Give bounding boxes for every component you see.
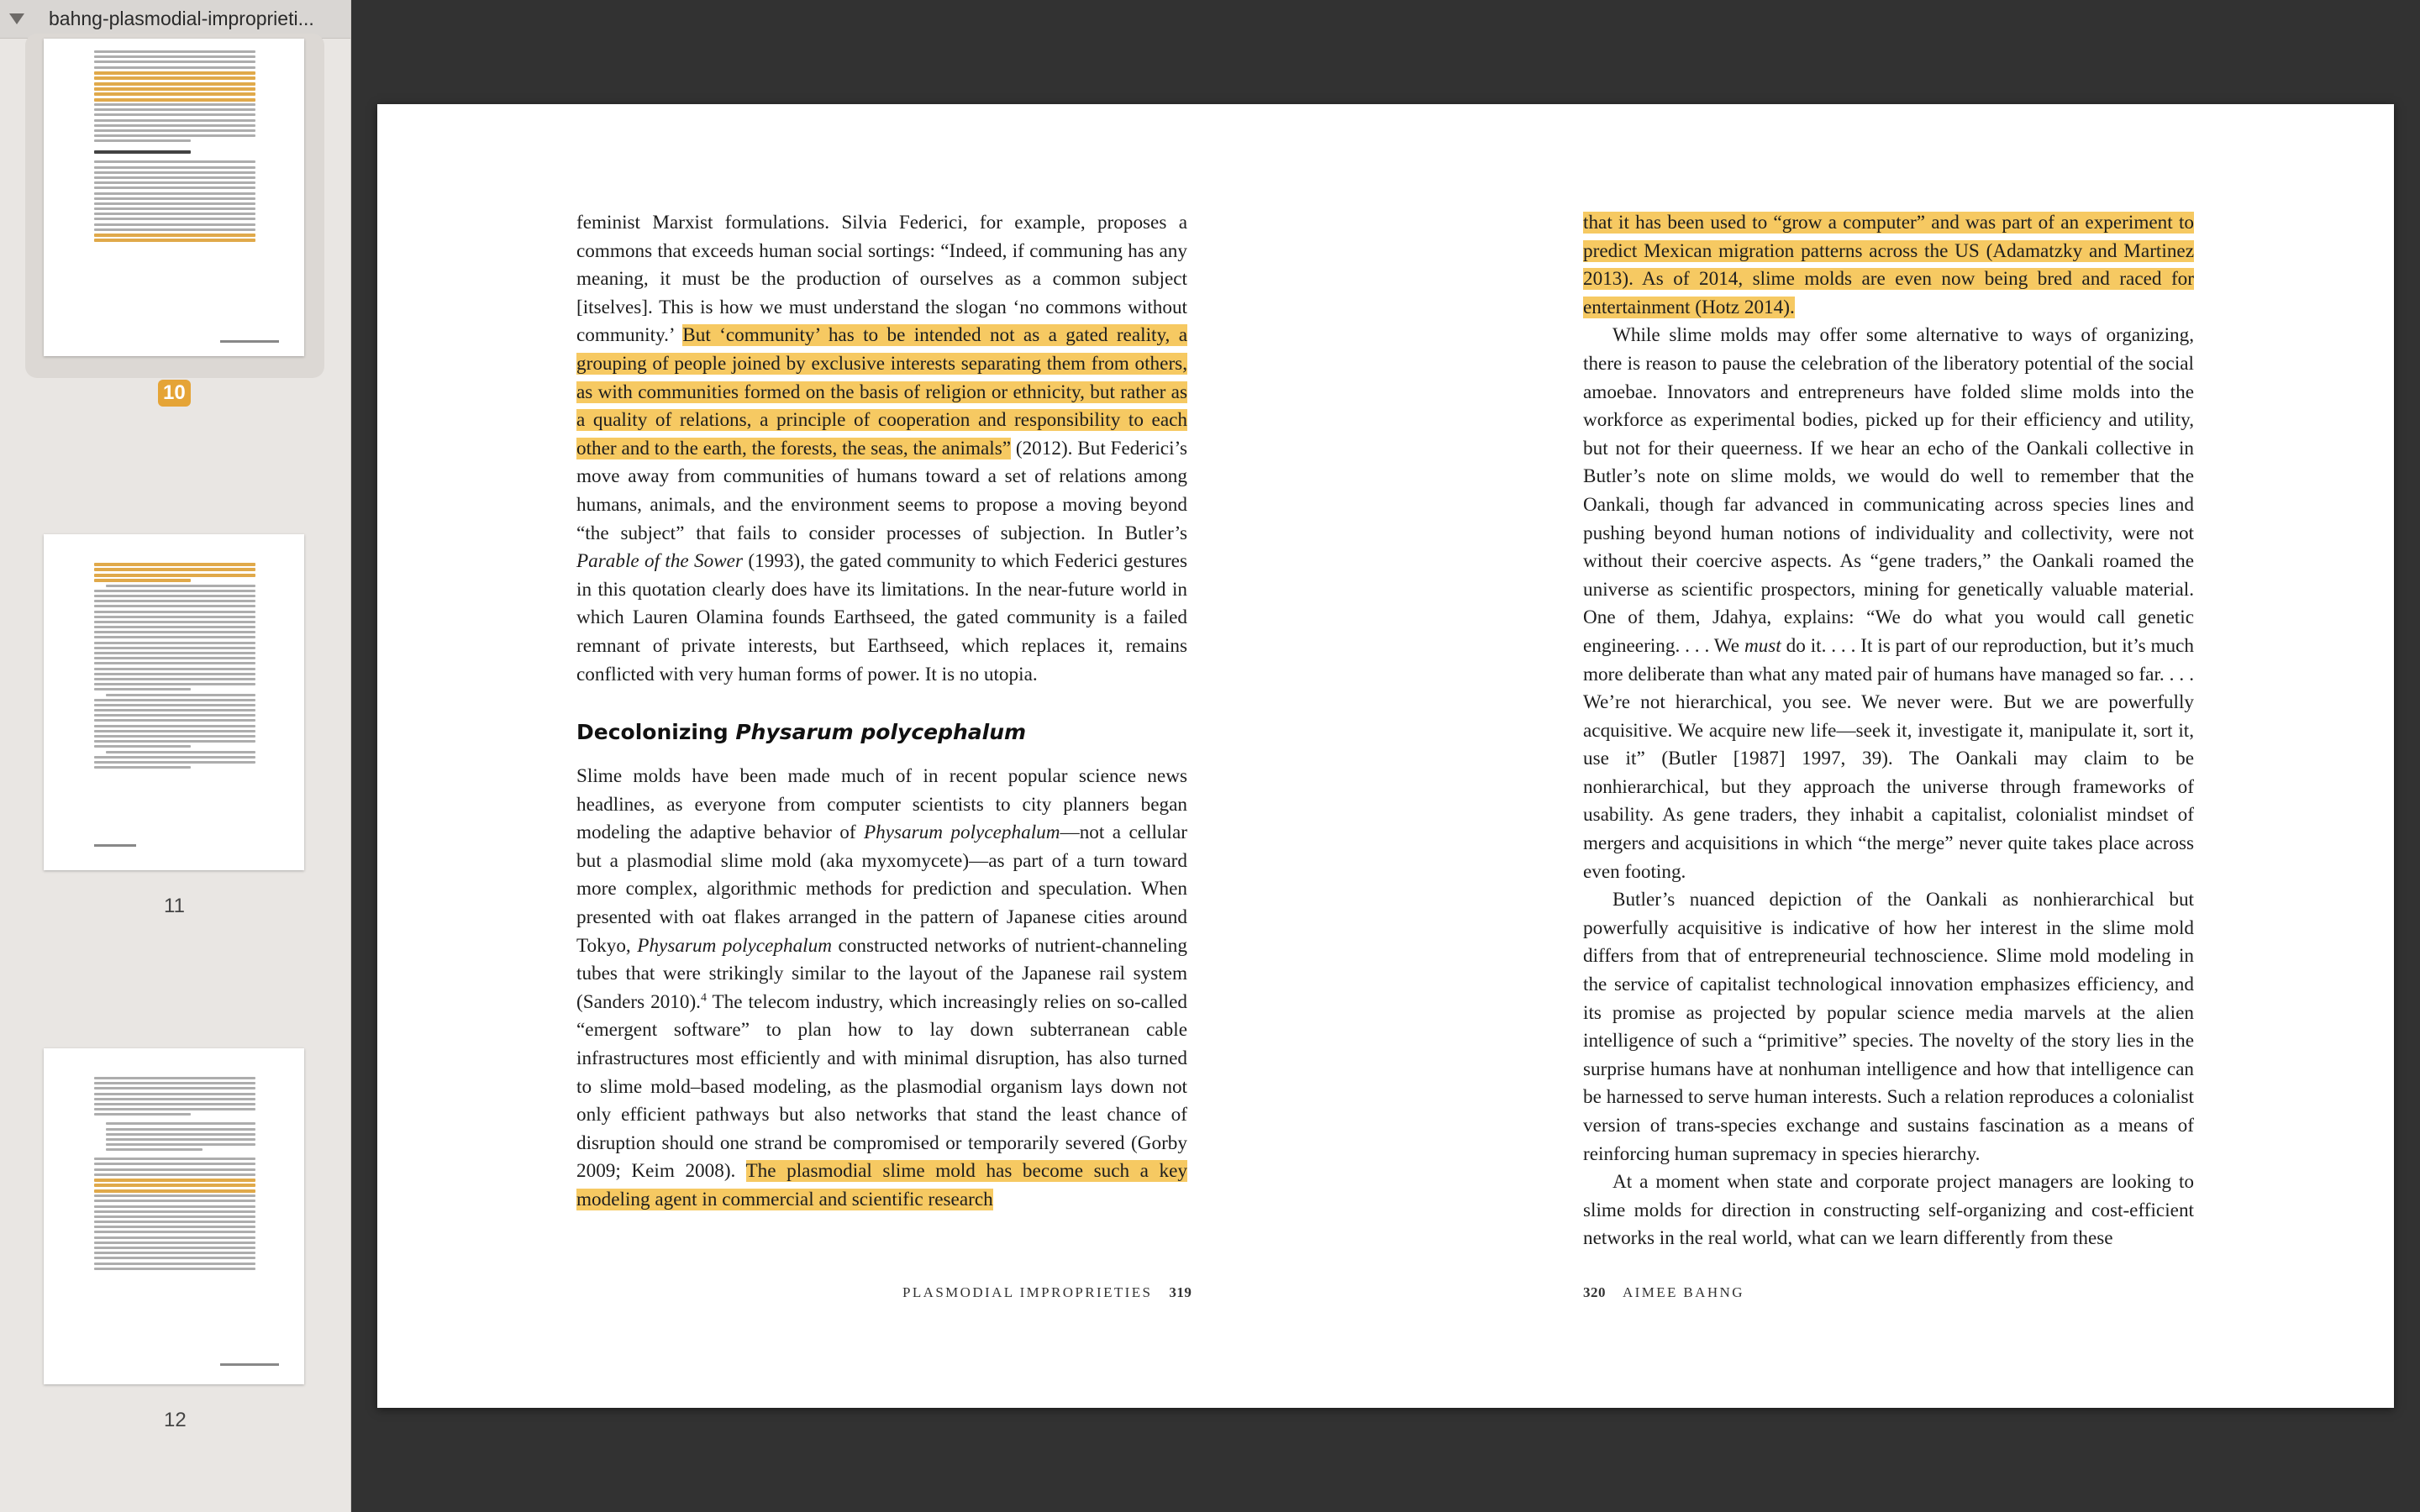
- thumbnail-sidebar[interactable]: [0, 0, 351, 1512]
- page-spread[interactable]: [377, 104, 2394, 1408]
- footnote-marker[interactable]: 4: [700, 991, 707, 1005]
- thumbnail-footer: [220, 340, 279, 343]
- thumbnail-text-preview: [94, 563, 255, 771]
- page-thumbnail-10[interactable]: [44, 39, 304, 356]
- left-paragraph-2: Slime molds have been made much of in recent popular science news headlines, as everyone from computer scientists to city planners began modeling the adaptive behavior of Physarum polycephalum—not a cellular but a plasmodial slime mold (aka myxomycete)—as part of a turn toward more complex, algorithmic methods for prediction and speculation. When presented with oat flakes arranged in the pattern of Japanese cities around Tokyo, Physarum polycephalum constructed networks of nutrient-channeling tubes that were strikingly similar to the layout of the Japanese rail system (Sanders 2010).$^4$ The telecom industry, which increasingly relies on so-called “emergent software” to plan how to lay down subterranean cable infrastructures most efficiently and with minimal disruption, has also turned to slime mold–based modeling, as the plasmodial organism lays down not only efficient pathways but also networks that stand the least chance of disruption should one strand be compromised or temporarily severed (Gorby 2009; Keim 2008). The plasmodial slime mold has become such a key modeling agent in commercial and scientific research: [576, 765, 1187, 1210]
- disclosure-triangle-icon[interactable]: [0, 0, 34, 39]
- text-highlight[interactable]: The plasmodial slime mold has become such a key modeling agent in commercial and scientific research: [576, 1160, 1187, 1210]
- thumbnail-footer: [94, 844, 136, 847]
- right-paragraph-3: Butler’s nuanced depiction of the Oankali as nonhierarchical but powerfully acquisitive is indicative of how her interest in the slime mold differs from that of entrepreneurial technoscience. Slime mold modeling in the service of capitalist technological innovation emphasizes efficiency, and its promise as projected by popular science media marvels at the alien intelligence of such a “primitive” species. The novelty of the story lies in the surprise humans have at nonhuman intelligence and how that intelligence can be harnessed to serve human interests. Such a relation reproduces a colonialist version of trans-species exchange and sustains fascination as a means of reinforcing human supremacy in species hierarchy.: [1583, 889, 2194, 1165]
- page-thumbnail-12[interactable]: [44, 1048, 304, 1384]
- page-number-320: 320: [1583, 1284, 1606, 1300]
- section-heading: Decolonizing Physarum polycephalum: [576, 720, 1027, 745]
- running-footer-left: PLASMODIAL IMPROPRIETIES 319: [902, 1284, 1192, 1300]
- running-footer-right: 320 AIMEE BAHNG: [1583, 1284, 1744, 1300]
- left-paragraph-1: feminist Marxist formulations. Silvia Federici, for example, proposes a commons that exceeds human social sortings: “Indeed, if communing has any meaning, it must be the production of ourselves as a common subject [itselves]. This is how we must understand the slogan ‘no commons without community.’ But ‘community’ has to be intended not as a gated reality, a grouping of people joined by exclusive interests separating them from others, as with communities formed on the basis of religion or ethnicity, but rather as a quality of relations, a principle of cooperation and responsibility to each other and to the earth, the forests, the seas, the animals” (2012). But Federici’s move away from communities of humans toward a set of relations among humans, animals, and the environment seems to propose a moving beyond “the subject” that fails to consider processes of subjection. In Butler’s Parable of the Sower (1993), the gated community to which Federici gestures in this quotation clearly does have its limitations. In the near-future world in which Lauren Olamina founds Earthseed, the gated community is a failed remnant of private interests, but Earthseed, which replaces it, remains conflicted with very human forms of power. It is no utopia.: [576, 212, 1187, 685]
- right-paragraph-2: While slime molds may offer some alternative to ways of organizing, there is reason to pause the celebration of the liberatory potential of the social amoebae. Innovators and entrepreneurs have folded slime molds into the workforce as experimental bodies, picked up for their efficiency and utility, but not for their queerness. If we hear an echo of the Oankali collective in Butler’s note on slime molds, we would do well to remember that the Oankali, though far advanced in communicating across species lines and pushing beyond human notions of individuality and collectivity, were not without their coercive aspects. As “gene traders,” the Oankali roamed the universe as scientific prospectors, mining for genetically valuable material. One of them, Jdahya, explains: “We do what you would call genetic engineering. . . . We must do it. . . . It is part of our reproduction, but it’s much more deliberate than what any mated pair of humans have managed so far. . . . We’re not hierarchical, you see. We never were. But we are powerfully acquisitive. We acquire new life—seek it, investigate it, manipulate it, sort it, use it” (Butler [1987] 1997, 39). The Oankali may claim to be nonhierarchical, but they approach the universe through frameworks of usability. As gene traders, they inhabit a capitalist, colonialist mindset of mergers and acquisitions in which “the merge” never quite takes place across even footing.: [1583, 324, 2194, 883]
- right-paragraph-1: [1583, 209, 2194, 322]
- page-number-11: 11: [164, 895, 185, 917]
- page-number-319: 319: [1169, 1284, 1192, 1300]
- text-highlight[interactable]: But ‘community’ has to be intended not as a gated reality, a grouping of people joined by exclusive interests separating them from others, as with communities formed on the basis of religion or ethnicity, but rather as a quality of relations, a principle of cooperation and responsibility to each other and to the earth, the forests, the seas, the animals”: [576, 324, 1187, 459]
- page-thumbnail-11[interactable]: [44, 534, 304, 870]
- right-paragraph-4: At a moment when state and corporate project managers are looking to slime molds for direction in constructing self-organizing and cost-efficient networks in the real world, what can we learn differently from these: [1583, 1171, 2194, 1250]
- left-page-body[interactable]: [576, 209, 1187, 1215]
- right-page-body[interactable]: [1583, 209, 2194, 1253]
- page-number-12: 12: [164, 1409, 187, 1431]
- document-title: bahng-plasmodial-improprieti...: [49, 8, 314, 29]
- text-highlight[interactable]: that it has been used to “grow a computer” and was part of an experiment to predict Mexican migration patterns across the US (Adamatzky and Martinez 2013). As of 2014, slime molds are even now being bred and raced for entertainment (Hotz 2014).: [1583, 212, 2194, 318]
- thumbnail-text-preview: [94, 50, 255, 244]
- thumbnail-footer: [220, 1363, 279, 1366]
- thumbnail-text-preview: [94, 1077, 255, 1273]
- page-number-10: 10: [158, 380, 191, 407]
